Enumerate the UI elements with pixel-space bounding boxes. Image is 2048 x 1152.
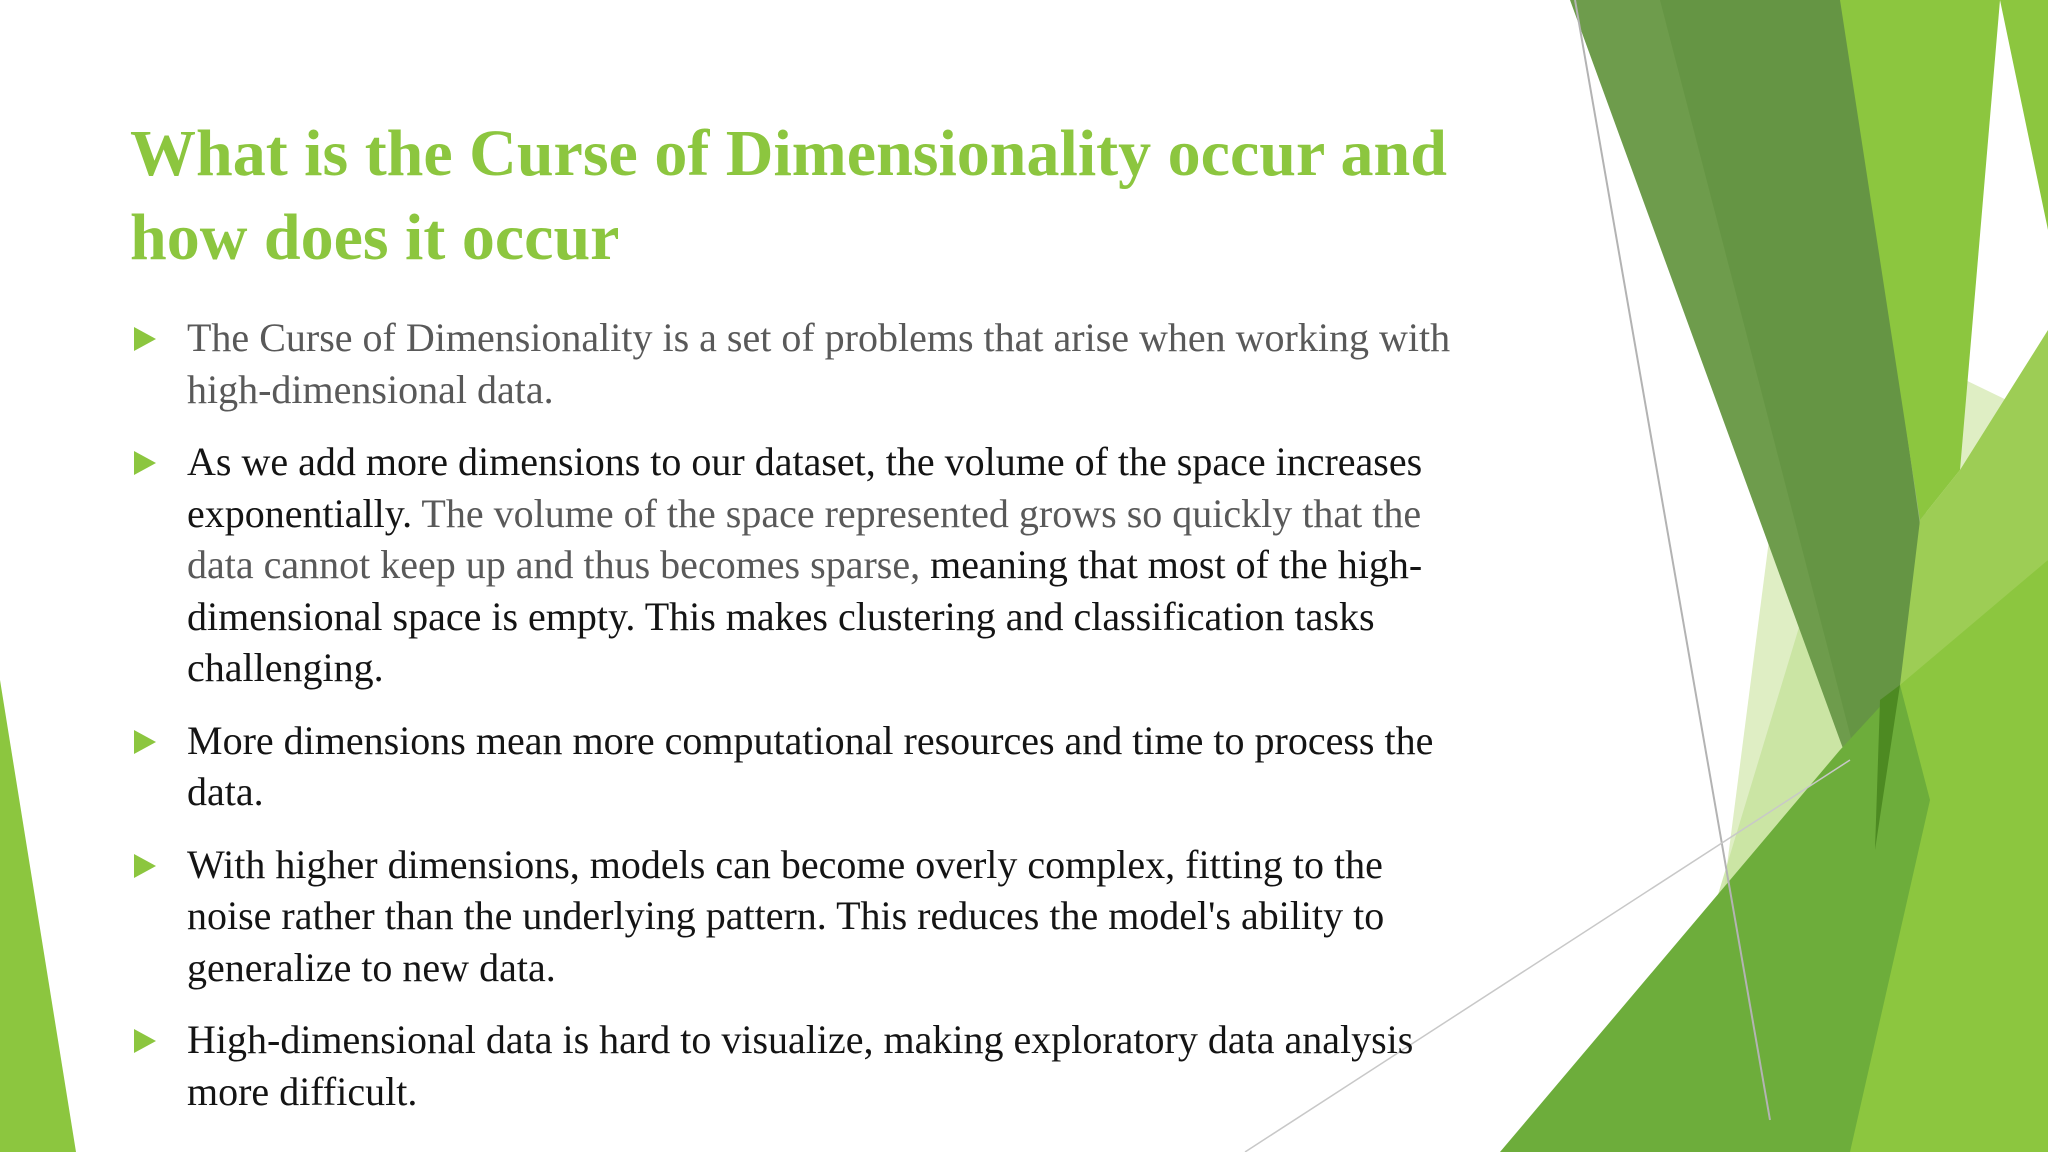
- right-shape-bright-2: [2000, 0, 2048, 230]
- bullet-text: more difficult.: [187, 1068, 418, 1114]
- bullet-line: [187, 715, 1570, 767]
- triangle-bullet-icon: [134, 854, 156, 878]
- bullet-item: [130, 839, 1570, 994]
- bullet-text: dimensional space is empty. This makes clustering and classification tasks: [187, 593, 1375, 639]
- bullet-text: As we add more dimensions to our dataset, the volume of the space increases: [187, 439, 1423, 484]
- triangle-bullet-icon: [134, 327, 156, 351]
- bullet-item: [130, 715, 1570, 818]
- triangle-bullet-icon: [134, 451, 156, 475]
- bullet-line: [187, 766, 1570, 818]
- bullet-text: generalize to new data.: [187, 944, 556, 990]
- bullet-line: [187, 1014, 1570, 1066]
- bullet-text: data cannot keep up and thus becomes sparse,: [187, 542, 921, 587]
- left-edge-shape: [0, 680, 76, 1152]
- title-line: What is the Curse of Dimensionality occur and: [130, 117, 1447, 190]
- bullet-line: [187, 890, 1570, 942]
- bullet-text: noise rather than the underlying pattern. This reduces the model's ability to: [187, 893, 1385, 938]
- triangle-bullet-icon: [134, 730, 156, 754]
- bullet-text: The volume of the space represented grows so quickly that the: [412, 490, 1422, 536]
- bullet-list: [130, 312, 1570, 1138]
- bullet-line: [187, 312, 1570, 364]
- bullet-line: [187, 591, 1570, 643]
- bullet-line: [187, 364, 1570, 416]
- bullet-line: [187, 1066, 1570, 1118]
- bullet-item: [130, 1014, 1570, 1117]
- bullet-item: [130, 436, 1570, 694]
- bullet-text: meaning that most of the high-: [920, 542, 1423, 587]
- triangle-bullet-icon: [134, 1029, 156, 1053]
- bullet-text: high-dimensional data.: [187, 366, 554, 412]
- bullet-line: [187, 488, 1570, 540]
- bullet-line: [187, 539, 1570, 591]
- slide-title: [130, 112, 1570, 280]
- title-line: how does it occur: [130, 201, 620, 274]
- bullet-line: [187, 942, 1570, 994]
- bullet-line: [187, 436, 1570, 488]
- bullet-text: High-dimensional data is hard to visualize, making exploratory data analysis: [187, 1017, 1414, 1062]
- bullet-item: [130, 312, 1570, 415]
- bullet-text: With higher dimensions, models can become overly complex, fitting to the: [187, 841, 1383, 887]
- bullet-line: [187, 642, 1570, 694]
- bullet-text: The Curse of Dimensionality is a set of problems that arise when working with: [187, 315, 1451, 360]
- bullet-text: data.: [187, 769, 264, 814]
- bullet-text: exponentially.: [187, 490, 413, 536]
- bullet-text: challenging.: [187, 645, 384, 690]
- bullet-line: [187, 839, 1570, 891]
- bullet-text: More dimensions mean more computational resources and time to process the: [187, 717, 1434, 763]
